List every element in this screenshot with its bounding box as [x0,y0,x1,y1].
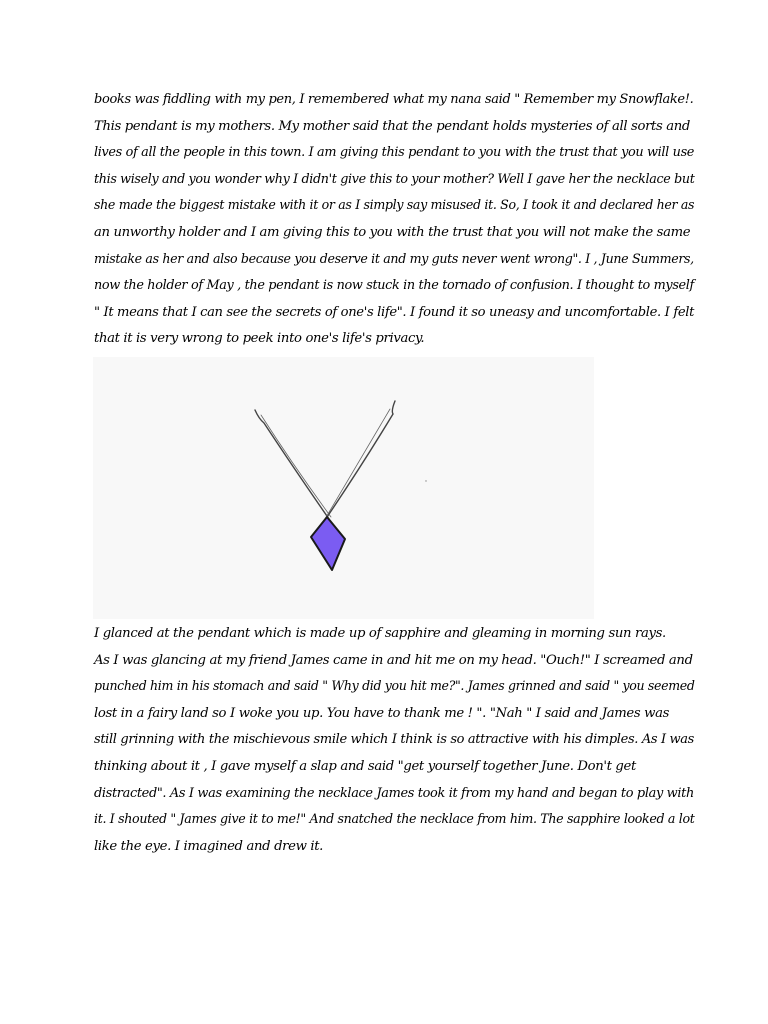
text-line: like the eye. I imagined and drew it. [94,838,324,854]
pencil-speck [425,480,426,481]
text-line: mistake as her and also because you deserve it and my guts never went wrong". I , June Summers, [94,251,694,267]
text-line: This pendant is my mothers. My mother said that the pendant holds mysteries of all sorts and [94,118,690,134]
story-paragraph-top [94,87,695,353]
text-line: that it is very wrong to peek into one's life's privacy. [94,331,425,347]
text-line: lost in a fairy land so I woke you up. You have to thank me ! ". "Nah " I said and James was [94,705,670,721]
text-line: now the holder of May , the pendant is now stuck in the tornado of confusion. I thought to myself [94,278,694,294]
text-line: punched him in his stomach and said " Why did you hit me?". James grinned and said " you seemed [94,679,695,695]
text-line: she made the biggest mistake with it or as I simply say misused it. So, I took it and declared her as [94,198,695,214]
text-line: I glanced at the pendant which is made up of sapphire and gleaming in morning sun rays. [94,626,666,641]
text-line: this wisely and you wonder why I didn't give this to your mother? Well I gave her the necklace but [94,171,695,187]
text-line: it. I shouted " James give it to me!" And snatched the necklace from him. The sapphire looked a lot [94,812,695,828]
text-line: As I was glancing at my friend James came in and hit me on my head. "Ouch!" I screamed and [94,652,693,668]
text-line: lives of all the people in this town. I am giving this pendant to you with the trust that you will use [94,145,695,161]
pendant-drawing [93,357,594,619]
pendant-illustration [93,357,594,619]
text-line: books was fiddling with my pen, I remembered what my nana said " Remember my Snowflake!. [94,92,694,107]
text-line: distracted". As I was examining the necklace James took it from my hand and began to play with [94,785,694,801]
text-line: " It means that I can see the secrets of one's life". I found it so uneasy and uncomfortable. I felt [94,304,694,320]
text-line: still grinning with the mischievous smile which I think is so attractive with his dimples. As I was [94,732,694,748]
text-line: thinking about it , I gave myself a slap and said "get yourself together June. Don't get [94,758,636,774]
story-paragraph-bottom [94,621,695,860]
text-line: an unworthy holder and I am giving this to you with the trust that you will not make the same [94,224,691,240]
